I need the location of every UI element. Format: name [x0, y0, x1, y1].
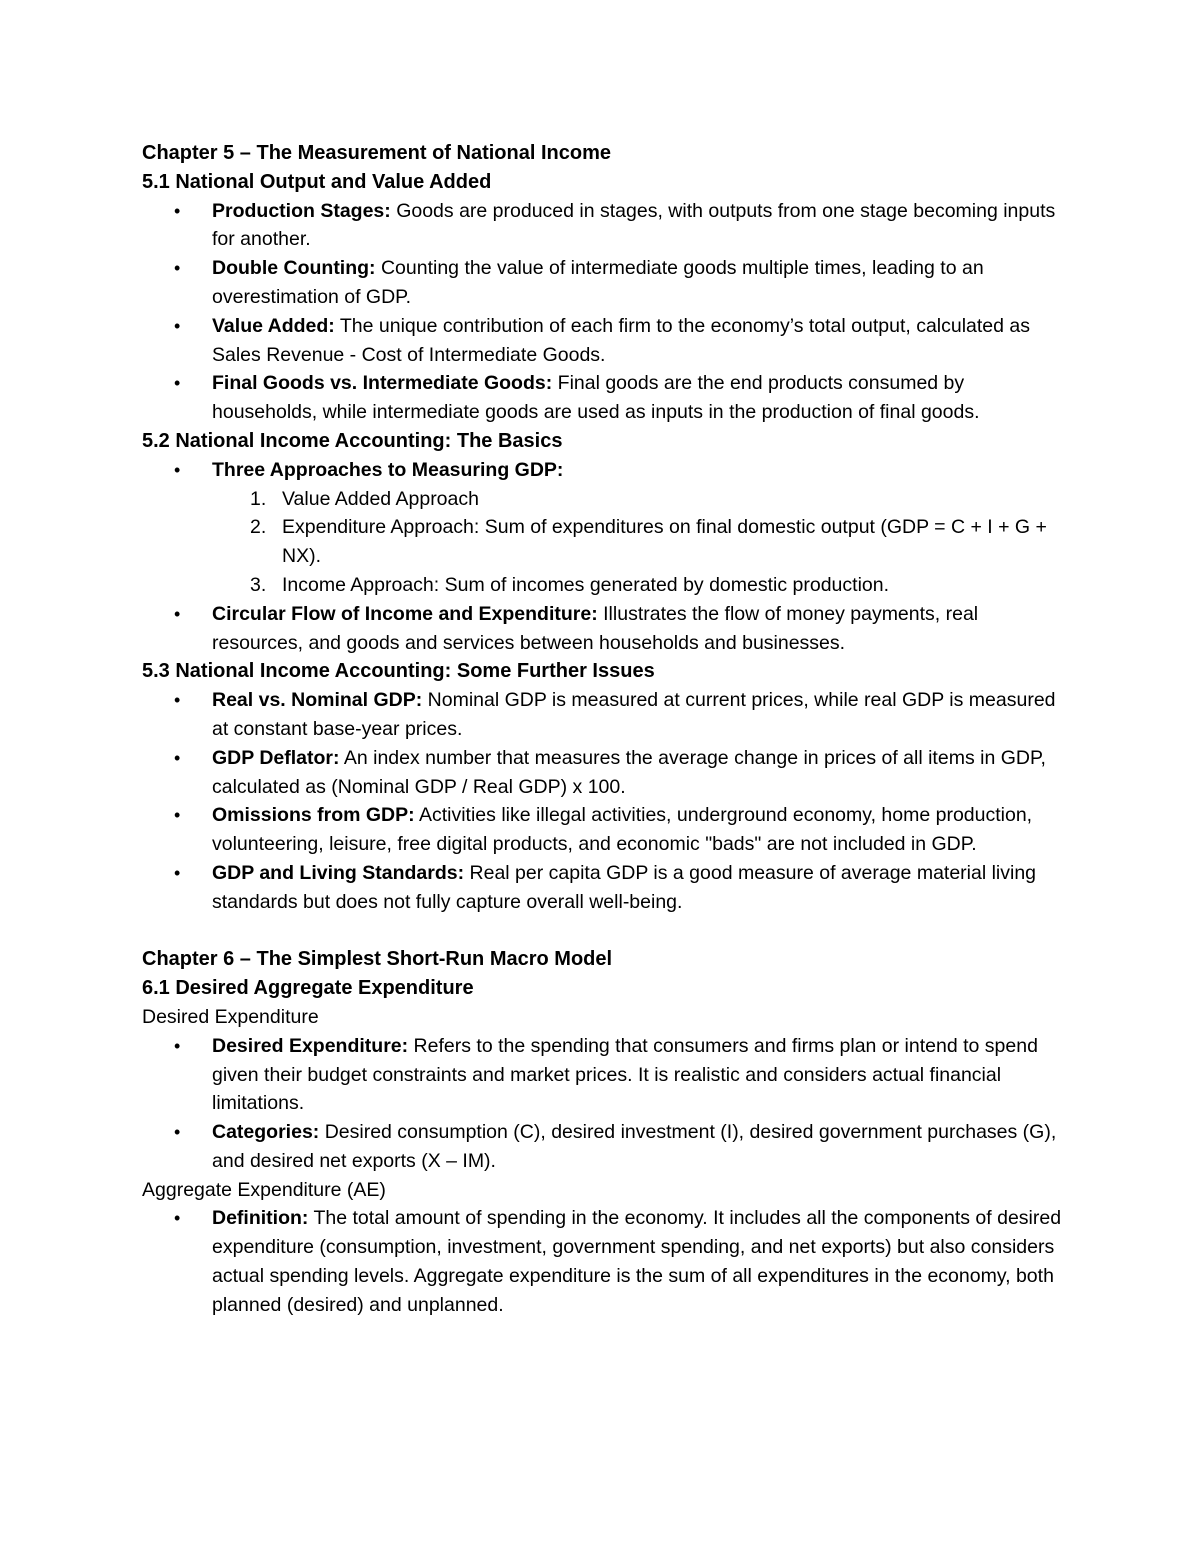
- section-5-1-list: [142, 197, 1072, 427]
- paragraph-spacer: [142, 917, 1072, 946]
- list-item: • Final Goods vs. Intermediate Goods: Final goods are the end products consumed by households, while intermediate goods are used as inputs in the production of final goods.: [212, 369, 1072, 427]
- numbered-item: Value Added Approach: [282, 487, 479, 510]
- aggregate-expenditure-list: [142, 1204, 1072, 1319]
- list-item: • Categories: Desired consumption (C), desired investment (I), desired government purchases (G), and desired net exports (X – IM).: [212, 1118, 1072, 1176]
- list-item: • Three Approaches to Measuring GDP: Value Added Approach Expenditure Approach: Sum of expenditures on final domestic output (GDP = C + I + G + NX). Income Approach: Sum of incomes generated by domestic production.: [212, 456, 1072, 600]
- chapter-6-title: Chapter 6 – The Simplest Short-Run Macro Model: [142, 948, 613, 971]
- list-item: • Production Stages: Goods are produced in stages, with outputs from one stage becoming inputs for another.: [212, 197, 1072, 255]
- chapter-5-title: Chapter 5 – The Measurement of National Income: [142, 142, 611, 164]
- numbered-item: Expenditure Approach: Sum of expenditures on final domestic output (GDP = C + I + G + NX).: [282, 516, 1047, 568]
- section-6-1-heading: 6.1 Desired Aggregate Expenditure: [142, 977, 474, 1000]
- section-5-3-heading: 5.3 National Income Accounting: Some Further Issues: [142, 660, 655, 683]
- list-item: • Double Counting: Counting the value of intermediate goods multiple times, leading to an overestimation of GDP.: [212, 254, 1072, 312]
- numbered-item: Income Approach: Sum of incomes generated by domestic production.: [282, 573, 890, 596]
- list-item: • GDP and Living Standards: Real per capita GDP is a good measure of average material living standards but does not fully capture overall well-being.: [212, 859, 1072, 917]
- document-page: [142, 139, 1072, 1320]
- section-5-3-list: [142, 686, 1072, 916]
- subheading-desired-expenditure: Desired Expenditure: [142, 1005, 319, 1028]
- desired-expenditure-list: [142, 1032, 1072, 1176]
- subheading-aggregate-expenditure: Aggregate Expenditure (AE): [142, 1178, 386, 1201]
- section-5-2-list: [142, 456, 1072, 658]
- list-item: • Definition: The total amount of spending in the economy. It includes all the components of desired expenditure (consumption, investment, government spending, and net exports) but also considers actual spending levels. Aggregate expenditure is the sum of all expenditures in the economy, both planned (desired) and unplanned.: [212, 1204, 1072, 1319]
- list-item: • Omissions from GDP: Activities like illegal activities, underground economy, home production, volunteering, leisure, free digital products, and economic "bads" are not included in GDP.: [212, 801, 1072, 859]
- section-5-1-heading: 5.1 National Output and Value Added: [142, 170, 492, 193]
- approaches-list: [212, 485, 1072, 600]
- list-item: • Desired Expenditure: Refers to the spending that consumers and firms plan or intend to spend given their budget constraints and market prices. It is realistic and considers actual financial limitations.: [212, 1032, 1072, 1118]
- list-item: • GDP Deflator: An index number that measures the average change in prices of all items in GDP, calculated as (Nominal GDP / Real GDP) x 100.: [212, 744, 1072, 802]
- list-item: • Real vs. Nominal GDP: Nominal GDP is measured at current prices, while real GDP is measured at constant base-year prices.: [212, 686, 1072, 744]
- list-item: • Value Added: The unique contribution of each firm to the economy’s total output, calculated as Sales Revenue - Cost of Intermediate Goods.: [212, 312, 1072, 370]
- section-5-2-heading: 5.2 National Income Accounting: The Basics: [142, 429, 563, 452]
- list-item: • Circular Flow of Income and Expenditure: Illustrates the flow of money payments, real resources, and goods and services between households and businesses.: [212, 600, 1072, 658]
